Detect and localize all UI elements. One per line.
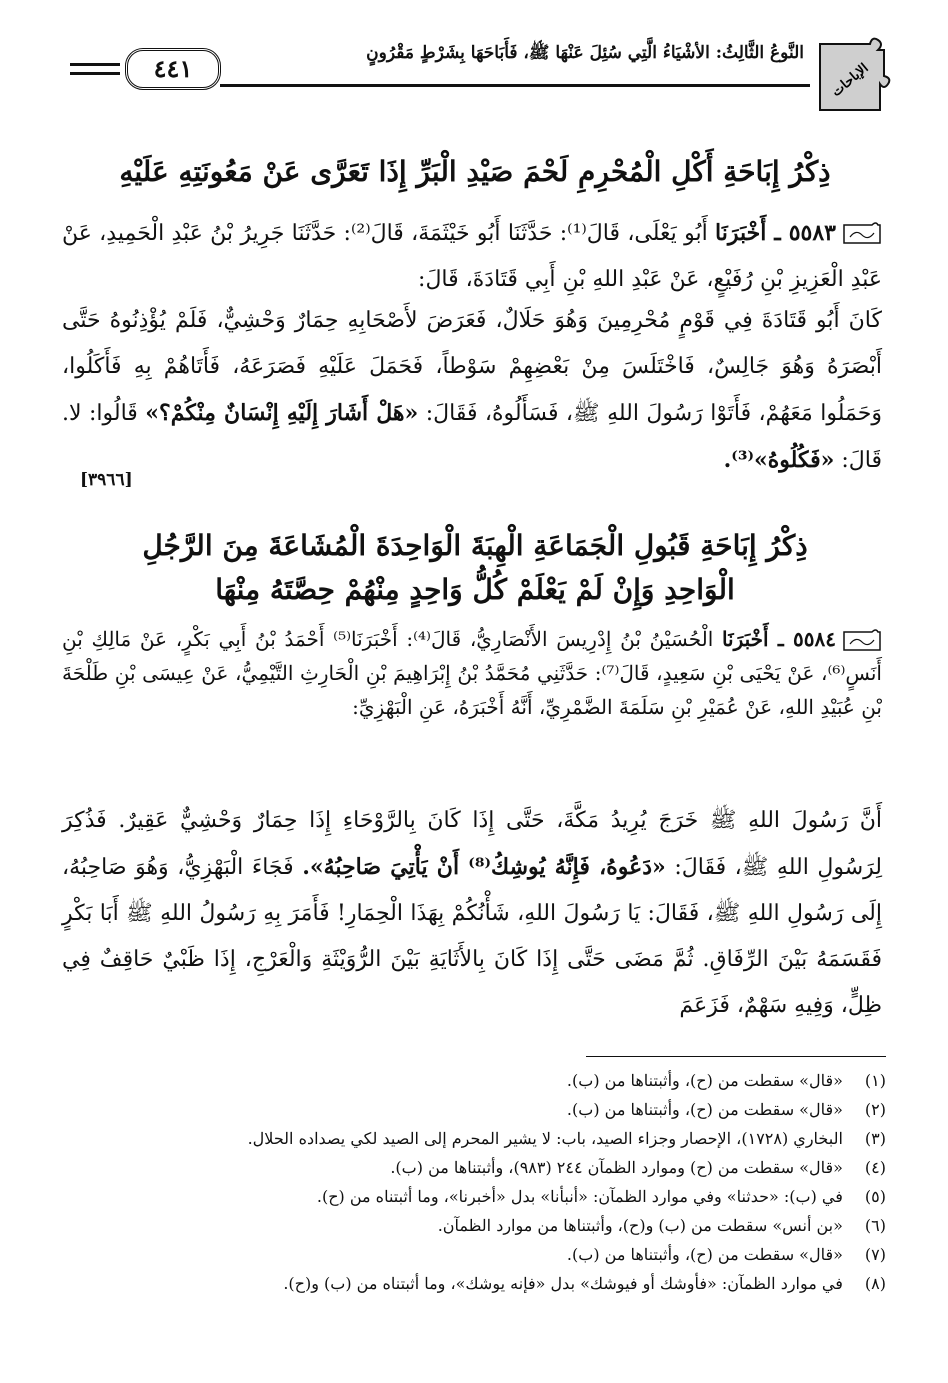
footnote-number: (٨) [864, 1274, 886, 1293]
footnote-number: (٣) [864, 1129, 886, 1148]
matn-text: فَجَاءَ الْبَهْزِيُّ، وَهُوَ صَاحِبُهُ، إِلَى رَسُولِ اللهِ ﷺ، فَقَالَ: يَا رَسُولَ اللهِ، شَأْنُكُمْ بِهَذَا الْحِمَارِ! فَأَمَرَ بِهِ رَسُولُ اللهِ ﷺ أَبَا بَكْرٍ فَقَسَمَهُ بَيْنَ الرِّفَاقِ. ثُمَّ مَضَى حَتَّى إِذَا كَانَ بِالأَثَايَةِ بَيْنَ الرُّوَيْثَةِ وَالْعَرْجِ، إِذَا ظَبْيٌ حَاقِفٌ فِي ظِلٍّ، وَفِيهِ سَهْمٌ، فَزَعَمَ [62, 855, 882, 1018]
footnote [36, 1182, 886, 1211]
matn-text: كَانَ أَبُو قَتَادَةَ فِي قَوْمٍ مُحْرِمِينَ وَهُوَ حَلَالٌ، فَعَرَضَ لأَصْحَابِهِ حِمَارٌ وَحْشِيٌّ، فَلَمْ يُؤْذِنُوهُ حَتَّى أَبْصَرَهُ وَهُوَ جَالِسٌ، فَاخْتَلَسَ مِنْ بَعْضِهِمْ سَوْطاً، فَحَمَلَ عَلَيْهِ فَصَرَعَهُ، فَأَتَاهُمْ بِهِ فَأَكَلُوا، وَحَمَلُوا مَعَهُمْ، فَأَتَوْا رَسُولَ اللهِ ﷺ، فَسَأَلُوهُ، فَقَالَ: [62, 308, 882, 426]
footnote [36, 1269, 886, 1298]
footnote-number: (٥) [864, 1187, 886, 1206]
footnote-number: (٤) [864, 1158, 886, 1177]
footnote-text: «قال» سقطت من (ح)، وأثبتناها من (ب). [566, 1071, 843, 1090]
footnote [36, 1066, 886, 1095]
badge-label: الإباحات [829, 60, 872, 100]
footnotes [36, 1066, 886, 1298]
page-number: ٤٤١ [125, 48, 221, 90]
footnote-text: «بن أنس» سقطت من (ب) و(ح)، وأثبتناها من موارد الظمآن. [437, 1216, 843, 1235]
hadith-marker-icon [842, 221, 882, 247]
hadith-marker-icon [842, 628, 882, 654]
footnote-text: «قال» سقطت من (ح)، وأثبتناها من (ب). [566, 1100, 843, 1119]
footnote-number: (٢) [864, 1100, 886, 1119]
matn-text: قَالُوا: لا. قَالَ: [62, 401, 882, 473]
isnad-text: أَبُو يَعْلَى، قَالَ⁽¹⁾: حَدَّثَنَا أَبُو خَيْثَمَةَ، قَالَ⁽²⁾: حَدَّثَنَا جَرِيرُ بْنُ عَبْدِ الْحَمِيدِ، عَنْ عَبْدِ الْعَزِيزِ بْنِ رُفَيْعٍ، عَنْ عَبْدِ اللهِ بْنِ أَبِي قَتَادَةَ، قَالَ: [62, 221, 882, 292]
section-heading: الْوَاحِدِ وَإِنْ لَمْ يَعْلَمْ كُلُّ وَاحِدٍ مِنْهُمْ حِصَّتَهُ مِنْهَا [215, 573, 735, 606]
isnad-paragraph [62, 622, 882, 724]
header-rule [220, 84, 810, 87]
prophet-quote: «فَكُلُوهُ»⁽³⁾. [723, 447, 835, 473]
footnote-number: (١) [864, 1071, 886, 1090]
footnote [36, 1211, 886, 1240]
hadith-number: ٥٥٨٤ ـ أَخْبَرَنَا [721, 627, 837, 651]
footnote [36, 1153, 886, 1182]
footnote-number: (٧) [864, 1245, 886, 1264]
puzzle-badge-icon [810, 36, 892, 118]
footnote-text: في موارد الظمآن: «فأوشك أو فيوشك» بدل «فإنه يوشك»، وما أثبتناه من (ب) و(ح). [283, 1274, 843, 1293]
footnote-text: في (ب): «حدثنا» وفي موارد الظمآن: «أنبأنا» بدل «أخبرنا»، وما أثبتناه من (ح). [316, 1187, 843, 1206]
prophet-quote: «هَلْ أَشَارَ إِلَيْهِ إِنْسَانٌ مِنْكُمْ؟» [145, 400, 419, 426]
section-heading: ذِكْرُ إِبَاحَةِ قَبُولِ الْجَمَاعَةِ الْهِبَةَ الْوَاحِدَةَ الْمُشَاعَةَ مِنَ الرَّجُلِ [142, 529, 808, 562]
running-title: النَّوعُ الثَّالِثُ: الأشْيَاءُ الَّتِي سُئِلَ عَنْهَا ﷺ، فَأَبَاحَهَا بِشَرْطٍ مَقْرُونٍ [366, 43, 804, 63]
footnote [36, 1095, 886, 1124]
prophet-quote: «دَعُوهُ، فَإِنَّهُ يُوشِكُ⁽⁸⁾ أَنْ يَأْتِيَ صَاحِبُهُ». [302, 854, 666, 880]
hadith-reference-number: [٣٩٦٦] [80, 470, 133, 490]
header-rule-left [70, 63, 120, 66]
isnad-text: الْحُسَيْنُ بْنُ إِدْرِيسَ الأَنْصَارِيُّ، قَالَ⁽⁴⁾: أَخْبَرَنَا⁽⁵⁾ أَحْمَدُ بْنُ أَبِي بَكْرٍ، عَنْ مَالِكِ بْنِ أَنَسٍ⁽⁶⁾، عَنْ يَحْيَى بْنِ سَعِيدٍ، قَالَ⁽⁷⁾: حَدَّثَنِي مُحَمَّدُ بْنُ إِبْرَاهِيمَ بْنِ الْحَارِثِ التَّيْمِيُّ، عَنْ عِيسَى بْنِ طَلْحَةَ بْنِ عُبَيْدِ اللهِ، عَنْ عُمَيْرِ بْنِ سَلَمَةَ الضَّمْرِيِّ، أَنَّهُ أَخْبَرَهُ، عَنِ الْبَهْزِيِّ: [62, 627, 882, 719]
footnote-text: «قال» سقطت من (ح) وموارد الظمآن ٢٤٤ (٩٨٣)، وأثبتناها من (ب). [390, 1158, 843, 1177]
section-heading: ذِكْرُ إِبَاحَةِ أَكْلِ الْمُحْرِمِ لَحْمَ صَيْدِ الْبَرِّ إِذَا تَعَرَّى عَنْ مَعُونَتِهِ عَلَيْهِ [119, 155, 831, 188]
footnote-text: «قال» سقطت من (ح)، وأثبتناها من (ب). [566, 1245, 843, 1264]
matn-paragraph [62, 298, 882, 484]
footnote-text: البخاري (١٧٢٨)، الإحصار وجزاء الصيد، باب: لا يشير المحرم إلى الصيد لكي يصداده الحلال. [247, 1129, 843, 1148]
hadith-number: ٥٥٨٣ ـ أَخْبَرَنَا [715, 220, 836, 246]
isnad-paragraph [62, 210, 882, 303]
matn-paragraph [62, 798, 882, 1029]
matn-text: أَنَّ رَسُولَ اللهِ ﷺ خَرَجَ يُرِيدُ مَكَّةَ، حَتَّى إِذَا كَانَ بِالرَّوْحَاءِ إِذَا حِمَارٌ وَحْشِيٌّ عَقِيرٌ. فَذُكِرَ لِرَسُولِ اللهِ ﷺ، فَقَالَ: [62, 808, 883, 880]
footnote [36, 1240, 886, 1269]
page-header [70, 36, 882, 106]
footnote-number: (٦) [864, 1216, 886, 1235]
header-rule-left [70, 72, 120, 75]
footnote [36, 1124, 886, 1153]
footnote-divider [586, 1056, 886, 1057]
